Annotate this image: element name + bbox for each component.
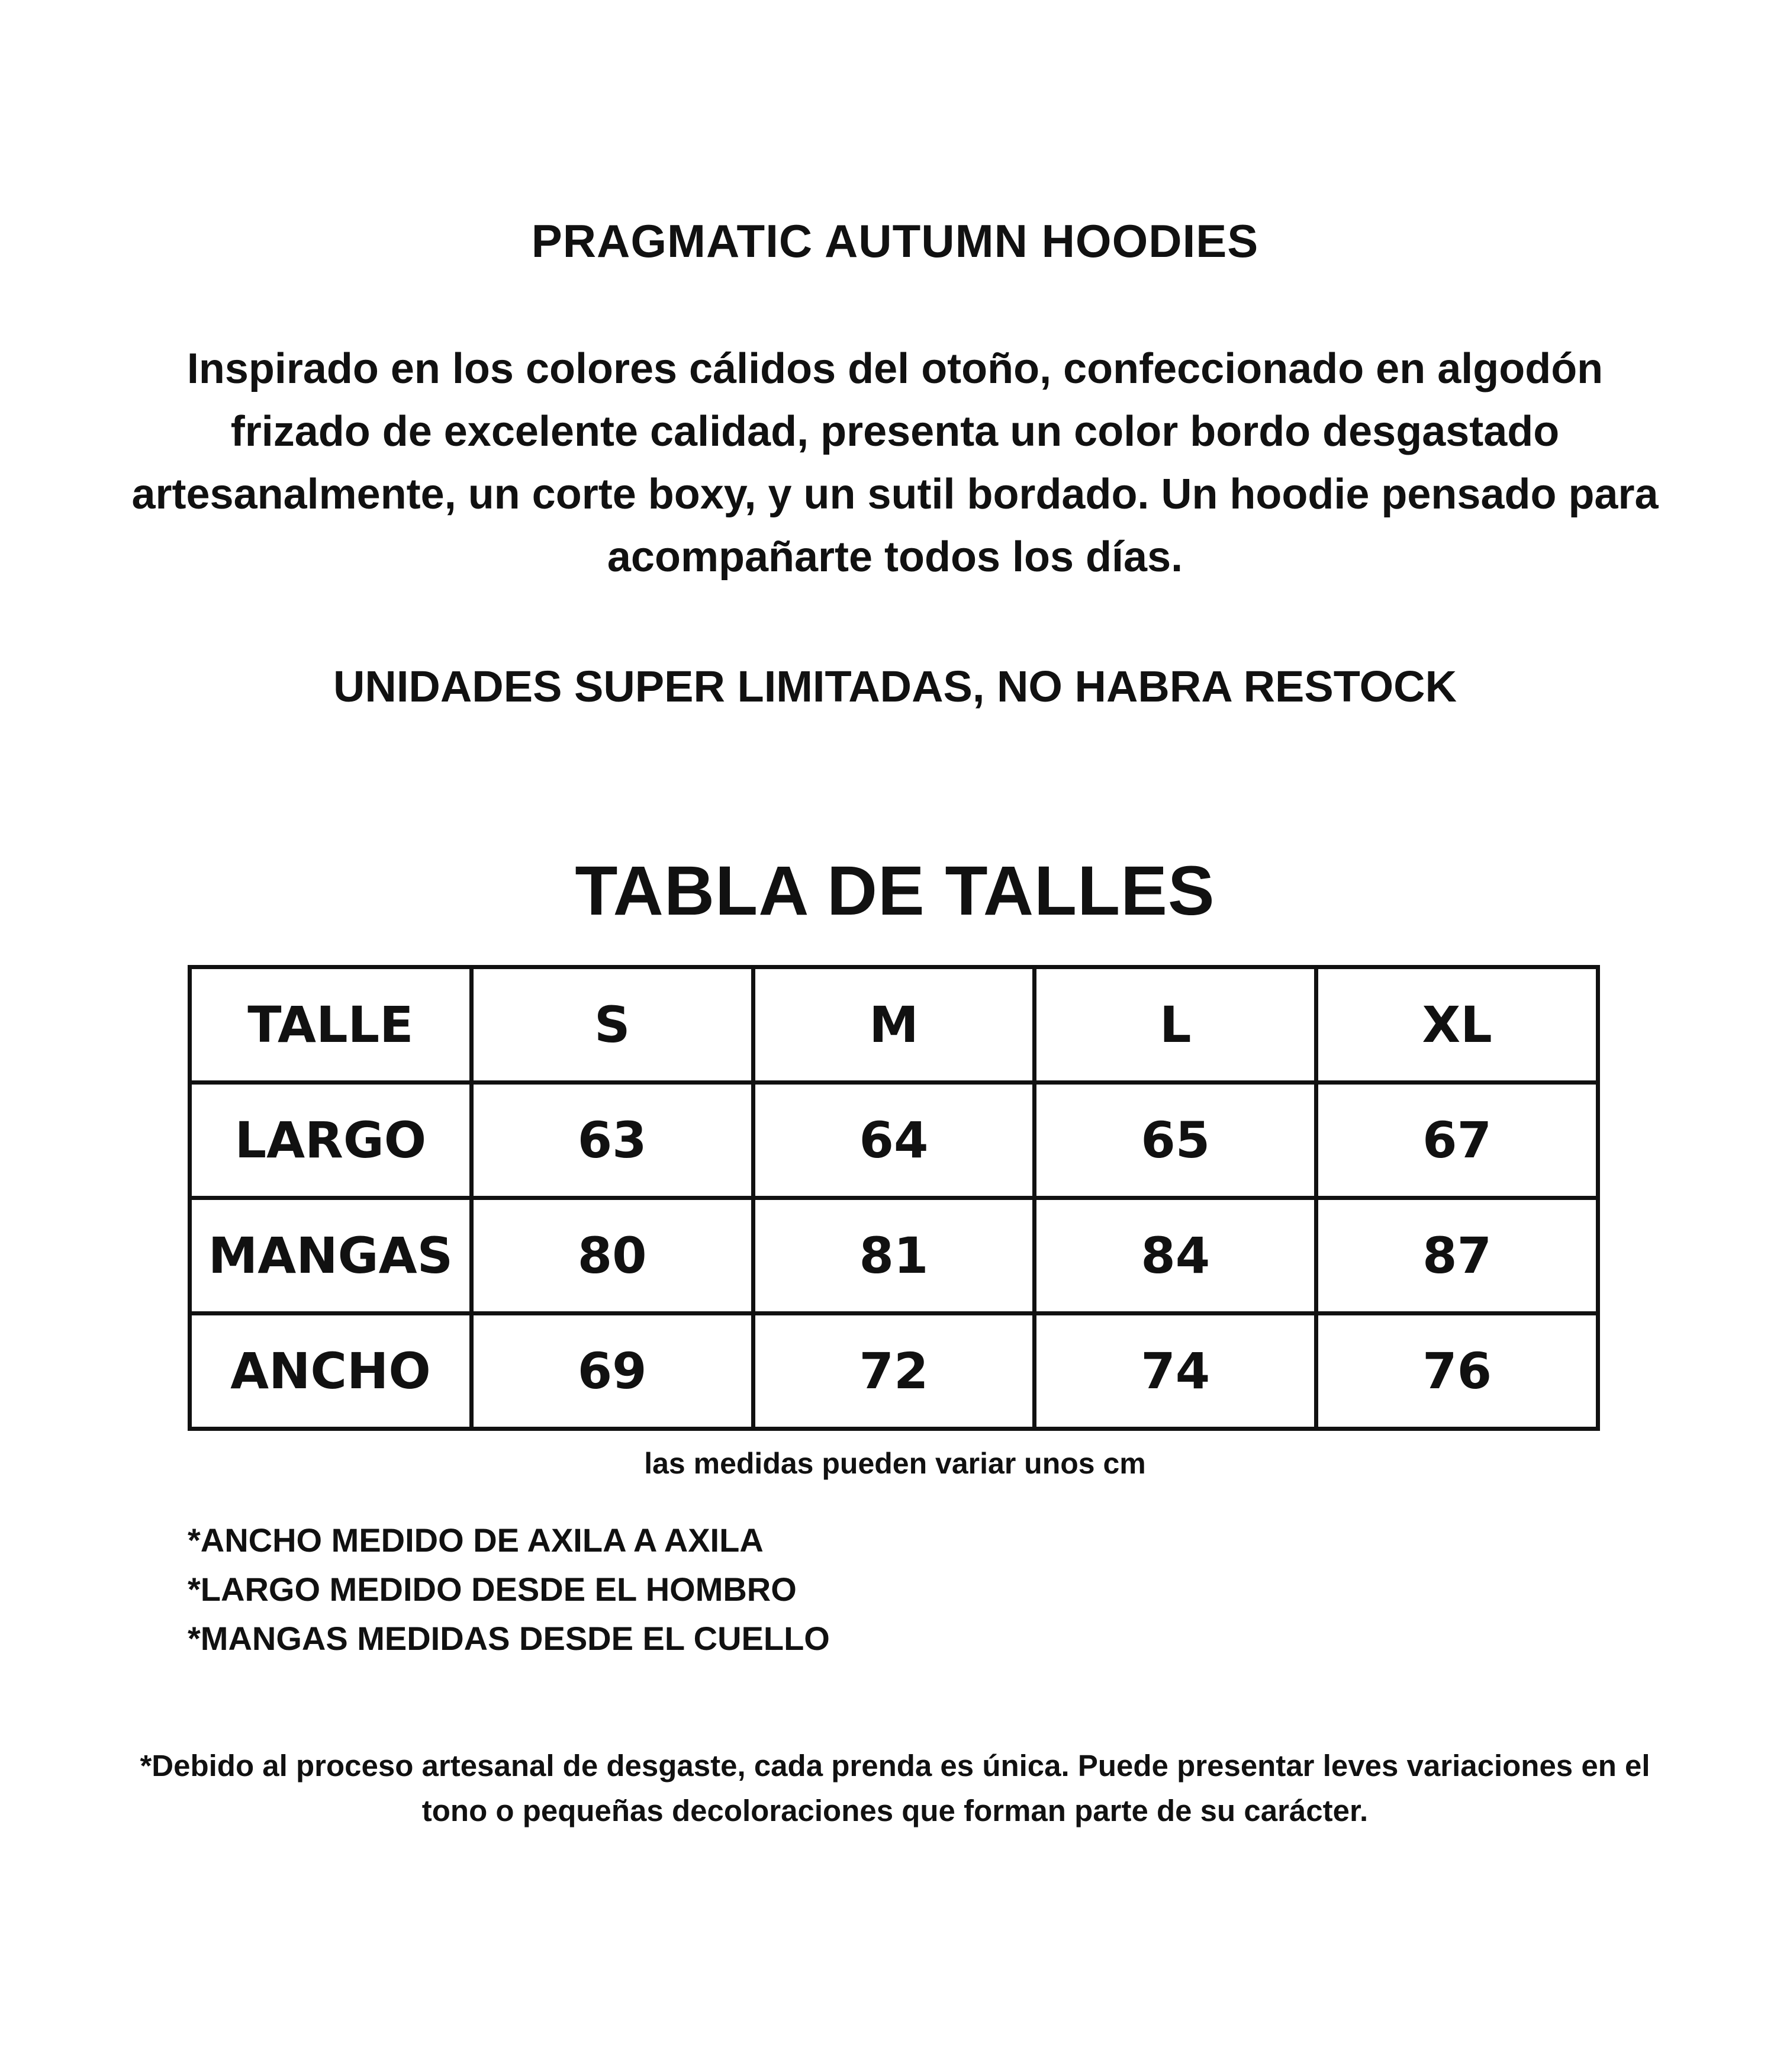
table-cell: 76 xyxy=(1316,1314,1598,1429)
footnotes xyxy=(188,1516,830,1663)
table-row xyxy=(190,1314,1598,1429)
table-cell: 67 xyxy=(1316,1083,1598,1198)
table-cell: 63 xyxy=(471,1083,753,1198)
table-row-label: ANCHO xyxy=(190,1314,472,1429)
footnote-item: *ANCHO MEDIDO DE AXILA A AXILA xyxy=(188,1521,764,1559)
stock-notice: UNIDADES SUPER LIMITADAS, NO HABRA RESTOCK xyxy=(333,662,1457,711)
size-table xyxy=(188,965,1600,1431)
size-table-title: TABLA DE TALLES xyxy=(575,852,1215,930)
table-row-label: MANGAS xyxy=(190,1198,472,1314)
table-header-cell: XL xyxy=(1316,967,1598,1083)
disclaimer: *Debido al proceso artesanal de desgaste, cada prenda es única. Puede presentar leves variaciones en el tono o pequeñas decoloraciones que forman parte de su carácter. xyxy=(140,1749,1650,1828)
measure-note: las medidas pueden variar unos cm xyxy=(644,1447,1146,1480)
table-cell: 64 xyxy=(753,1083,1035,1198)
table-header-cell: TALLE xyxy=(190,967,472,1083)
table-row-label: LARGO xyxy=(190,1083,472,1198)
product-title: PRAGMATIC AUTUMN HOODIES xyxy=(531,215,1259,267)
table-header-row xyxy=(190,967,1598,1083)
table-row xyxy=(190,1198,1598,1314)
table-cell: 84 xyxy=(1035,1198,1316,1314)
table-cell: 72 xyxy=(753,1314,1035,1429)
table-cell: 69 xyxy=(471,1314,753,1429)
table-header-cell: M xyxy=(753,967,1035,1083)
table-row xyxy=(190,1083,1598,1198)
table-cell: 81 xyxy=(753,1198,1035,1314)
footnote-item: *MANGAS MEDIDAS DESDE EL CUELLO xyxy=(188,1620,830,1657)
table-cell: 87 xyxy=(1316,1198,1598,1314)
footnote-item: *LARGO MEDIDO DESDE EL HOMBRO xyxy=(188,1571,797,1608)
table-cell: 74 xyxy=(1035,1314,1316,1429)
table-header-cell: S xyxy=(471,967,753,1083)
table-cell: 80 xyxy=(471,1198,753,1314)
table-header-cell: L xyxy=(1035,967,1316,1083)
table-cell: 65 xyxy=(1035,1083,1316,1198)
product-description: Inspirado en los colores cálidos del otoño, confeccionado en algodón frizado de excelente calidad, presenta un color bordo desgastado artesanalmente, un corte boxy, y un sutil bordado. Un hoodie pensado para acompañarte todos los días. xyxy=(131,345,1659,581)
